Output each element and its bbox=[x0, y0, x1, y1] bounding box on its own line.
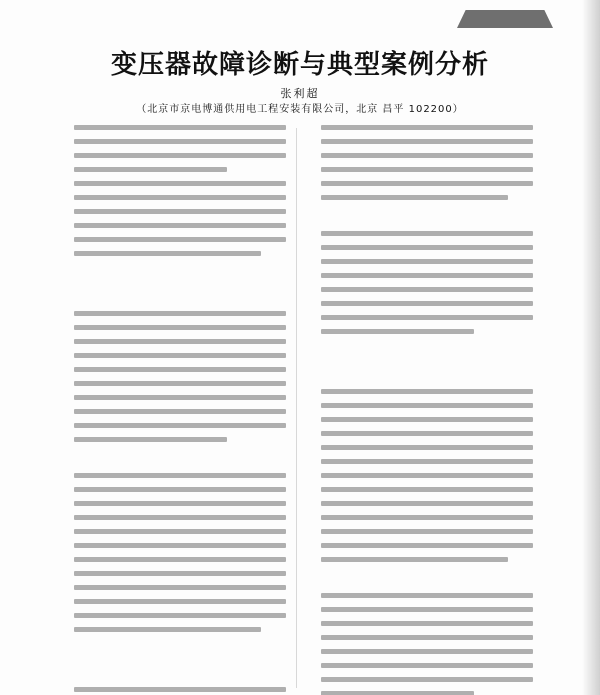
body-paragraph bbox=[307, 389, 533, 562]
body-paragraph bbox=[60, 687, 286, 695]
body-paragraph bbox=[307, 125, 533, 200]
left-column bbox=[60, 125, 286, 695]
subsection-heading bbox=[60, 289, 286, 302]
right-column bbox=[307, 125, 533, 695]
body-paragraph bbox=[307, 231, 533, 334]
subsection-heading bbox=[307, 571, 533, 584]
section-banner bbox=[457, 10, 553, 28]
paper-title: 变压器故障诊断与典型案例分析 bbox=[110, 50, 489, 80]
section-heading bbox=[307, 343, 533, 357]
section-heading bbox=[60, 265, 286, 279]
body-paragraph bbox=[60, 181, 286, 256]
body-paragraph bbox=[60, 311, 286, 442]
subsection-heading bbox=[60, 665, 286, 678]
column-divider bbox=[296, 128, 297, 688]
author-affiliation: （北京市京电博通供用电工程安装有限公司，北京 昌平 102200） bbox=[136, 104, 464, 115]
section-heading bbox=[60, 641, 286, 655]
subsection-heading bbox=[307, 367, 533, 380]
subsection-heading bbox=[307, 209, 533, 222]
body-paragraph bbox=[60, 473, 286, 632]
body-paragraph bbox=[60, 125, 286, 172]
author-name: 张利超 bbox=[280, 87, 320, 100]
subsection-heading bbox=[60, 451, 286, 464]
body-paragraph bbox=[307, 593, 533, 695]
